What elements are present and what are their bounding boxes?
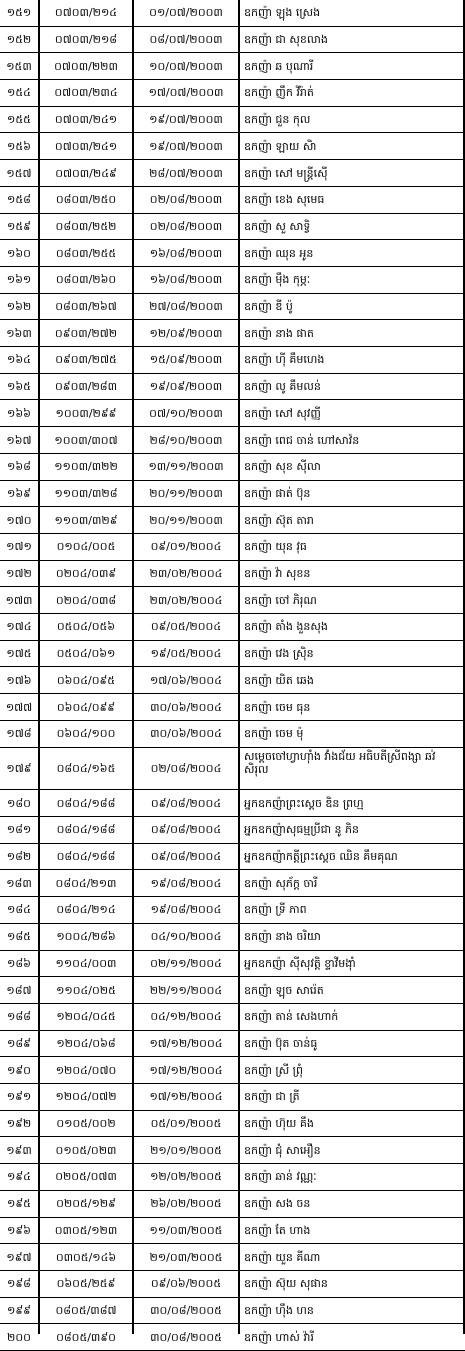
name-cell: ឧកញ៉ា វេង ស្រ៊ិន xyxy=(244,647,314,661)
name-cell: ឧកញ៉ា យុន វុធ xyxy=(244,540,307,554)
row-number: ១៧៧ xyxy=(5,700,33,714)
date-cell: ១៩/០៩/២០០៣ xyxy=(149,380,223,394)
table-row xyxy=(0,401,465,428)
name-cell: អ្នកឧកញ៉ាសុធម្មប្រីជា នូ ភិន xyxy=(244,823,360,837)
row-number: ១៩៨ xyxy=(7,1277,31,1291)
row-number: ១៨៦ xyxy=(7,956,31,970)
name-cell: ឧកញ៉ា តាន់ សេងហាក់ xyxy=(244,1010,339,1024)
table-row xyxy=(0,214,465,241)
date-cell: ១៥/០៩/២០០៣ xyxy=(149,353,223,367)
reference-number: ០២០៤/០៣៩ xyxy=(55,567,117,581)
name-cell: ឧកញ៉ា ឡាយ សិា xyxy=(244,139,317,153)
row-number: ១៩៦ xyxy=(7,1223,31,1237)
table-row xyxy=(0,0,465,27)
name-cell: ឧកញ៉ា ម៉ឹង កុម្ភៈ xyxy=(244,273,311,287)
table-row xyxy=(0,1031,465,1058)
table-row xyxy=(0,1084,465,1111)
row-number: ១៦៦ xyxy=(7,406,31,420)
table-row xyxy=(0,53,465,80)
table-row xyxy=(0,870,465,897)
reference-number: ០៩០៣/២៧៥ xyxy=(55,353,117,367)
row-number: ១៥១ xyxy=(6,6,32,20)
date-cell: ២៣/០២/២០០៤ xyxy=(149,567,223,581)
table-row xyxy=(0,1057,465,1084)
name-cell: អ្នកឧកញ៉ាកត្តីព្រះស្តេច ឈិន គឹមគុណ xyxy=(244,850,398,864)
reference-number: ១១០៣/៣២៨ xyxy=(54,486,118,500)
table-row xyxy=(0,294,465,321)
table-row xyxy=(0,320,465,347)
table-row xyxy=(0,748,465,791)
row-number: ១៥២ xyxy=(6,33,32,47)
row-number: ១៦៤ xyxy=(7,353,31,367)
table-row xyxy=(0,614,465,641)
reference-number: ០១០៤/០០៥ xyxy=(56,540,116,554)
row-number: ១៩០ xyxy=(7,1063,31,1077)
reference-number: ០៥០៤/០៥៦ xyxy=(56,620,116,634)
row-number: ១៥៩ xyxy=(7,219,31,233)
name-cell: ឧកញ៉ា ពេជ ចាន់ ហៅសាវ៉ន xyxy=(244,433,360,447)
row-number: ១៦២ xyxy=(6,300,32,314)
date-cell: ១៧/១២/២០០៤ xyxy=(149,1063,223,1077)
table-row xyxy=(0,1298,465,1325)
reference-number: ០៨០៣/២៦៧ xyxy=(55,300,117,314)
table-row xyxy=(0,924,465,951)
date-cell: ០២/១១/២០០៤ xyxy=(150,956,222,970)
reference-number: ០៧០៣/២៤៩ xyxy=(55,166,117,180)
date-cell: ០៩/០៨/២០០៤ xyxy=(150,823,222,837)
reference-number: ១១០៤/០២៥ xyxy=(56,983,116,997)
reference-number: ០៨០៣/២៥២ xyxy=(55,219,117,233)
name-cell: ឧកញ៉ា ផាត់ ប៊ុន xyxy=(244,486,311,500)
date-cell: ៣០/០៦/២០០៤ xyxy=(150,727,222,741)
table-row xyxy=(0,374,465,401)
column-divider xyxy=(132,0,134,1334)
name-cell: ឧកញ៉ា ចេម ធុន xyxy=(244,700,311,714)
table-row xyxy=(0,1218,465,1245)
name-cell: ឧកញ៉ា តែ ហាង xyxy=(244,1223,311,1237)
table-row xyxy=(0,721,465,748)
reference-number: ០៩០៣/២៧២ xyxy=(54,326,118,340)
date-cell: ១៧/១២/២០០៤ xyxy=(149,1036,223,1050)
reference-number: ០៧០៣/២២៣ xyxy=(54,59,118,73)
row-number: ១៦៨ xyxy=(7,460,31,474)
reference-number: ០៣០៥/១៤៦ xyxy=(55,1250,117,1264)
reference-number: ០២០៤/០៣៨ xyxy=(55,593,117,607)
table-row xyxy=(0,534,465,561)
row-number: ១៧៦ xyxy=(6,673,32,687)
reference-number: ១០០៣/៣០៧ xyxy=(54,433,118,447)
row-number: ១៦១ xyxy=(6,273,32,287)
name-cell: ឧកញ៉ា ឌី ប៉ូ xyxy=(244,300,293,314)
table-row xyxy=(0,790,465,817)
date-cell: ៣០/០៦/២០០៤ xyxy=(150,700,222,714)
reference-number: ១១០៣/៣២២ xyxy=(54,460,118,474)
row-number: ១៦៥ xyxy=(7,380,31,394)
table-row xyxy=(0,454,465,481)
table-row xyxy=(0,817,465,844)
name-cell: ឧកញ៉ា ប៊ុត ចាន់ធូ xyxy=(244,1036,318,1050)
date-cell: ០២/០៨/២០០៣ xyxy=(149,219,223,233)
name-cell: ឧកញ៉ា យិត ឆេង xyxy=(244,673,314,687)
date-cell: ២១/០៣/២០០៥ xyxy=(149,1250,223,1264)
row-number: ១៩២ xyxy=(6,1117,32,1131)
table-row xyxy=(0,1137,465,1164)
date-cell: ១៩/០៥/២០០៤ xyxy=(150,647,222,661)
date-cell: ០៩/០១/២០០៤ xyxy=(150,540,222,554)
table-row xyxy=(0,427,465,454)
name-cell: អ្នកឧកញ៉ា ស៊ីសុវត្តិ ខ្ទាវីមង៉ាំ xyxy=(244,956,356,970)
table-row xyxy=(0,641,465,668)
name-cell: ឧកញ៉ា ជុំ សាអឿន xyxy=(244,1143,321,1157)
row-number: ១៩១ xyxy=(6,1090,32,1104)
row-number: ១៨៩ xyxy=(7,1036,31,1050)
name-cell: ឧកញ៉ា ខេង សុមេធ xyxy=(244,193,325,207)
date-cell: ២៦/០២/២០០៥ xyxy=(150,1197,222,1211)
row-number: ១៧០ xyxy=(6,513,32,527)
reference-number: ០៧០៣/២៤១ xyxy=(54,139,118,153)
date-cell: ១៧/០៧/២០០៣ xyxy=(148,86,224,100)
reference-number: ០៨០៣/២៦០ xyxy=(55,273,117,287)
row-number: ១៩៩ xyxy=(7,1303,31,1317)
name-cell: ឧកញ៉ា សួ សាទ្វិ xyxy=(244,219,311,233)
reference-number: ០៨០៤/២១៣ xyxy=(55,876,117,890)
reference-number: ០៨០៣/២៥០ xyxy=(55,193,117,207)
table-row xyxy=(0,80,465,107)
row-number: ១៨៣ xyxy=(6,876,32,890)
name-cell: ឧកញ៉ា សៅ មន្ត្រីស៊ើ xyxy=(244,166,328,180)
date-cell: ២២/១១/២០០៤ xyxy=(149,983,223,997)
date-cell: ១៧/១២/២០០៤ xyxy=(149,1090,223,1104)
column-divider xyxy=(463,0,465,1334)
reference-number: ០៧០៣/២១៨ xyxy=(54,33,118,47)
table-row xyxy=(0,1324,465,1351)
table-row xyxy=(0,267,465,294)
date-cell: ០៧/១០/២០០៣ xyxy=(149,406,223,420)
table-row xyxy=(0,668,465,695)
date-cell: ១២/០៩/២០០៣ xyxy=(149,326,223,340)
name-cell: អ្នកឧកញ៉ាព្រះស្តេច ឌិន ព្រហ្ម xyxy=(244,796,364,810)
table-row xyxy=(0,1164,465,1191)
name-cell: ឧកញ៉ា ស៊ុត តារា xyxy=(244,513,314,527)
reference-number: ១២០៤/០៤៥ xyxy=(56,1010,116,1024)
row-number: ១៨៥ xyxy=(7,930,31,944)
date-cell: ២០/១១/២០០៣ xyxy=(149,486,223,500)
row-number: ១៦០ xyxy=(7,246,31,260)
row-number: ១៨៧ xyxy=(6,983,32,997)
reference-number: ០២០៥/០៧៣ xyxy=(55,1170,117,1184)
name-cell: ឧកញ៉ា សៅ សុវញ្ញី xyxy=(244,406,321,420)
row-number: ១៦៧ xyxy=(6,433,32,447)
row-number: ១៩៥ xyxy=(7,1197,31,1211)
reference-number: ០៦០៤/០៩៩ xyxy=(56,700,116,714)
name-cell: ឧកញ៉ា ហ៊ី គឹមហេង xyxy=(244,353,325,367)
reference-number: ១២០៤/០៧២ xyxy=(55,1090,117,1104)
name-cell: ឧកញ៉ា ជួន កុល xyxy=(244,113,311,127)
name-cell: ឧកញ៉ា ហ៊ឹង ហន xyxy=(244,1303,314,1317)
table-row xyxy=(0,1191,465,1218)
row-number: ១៩៣ xyxy=(6,1143,32,1157)
date-cell: ១០/០៧/២០០៣ xyxy=(149,59,223,73)
row-number: ១៩៤ xyxy=(7,1170,31,1184)
date-cell: ១១/០៣/២០០៥ xyxy=(149,1223,223,1237)
name-cell: ឧកញ៉ា នាង ចរិយា xyxy=(244,930,321,944)
table-row xyxy=(0,240,465,267)
name-cell: ឧកញ៉ា ឡុង ស្រេង xyxy=(244,6,321,20)
row-number: ១៨២ xyxy=(6,850,32,864)
row-number: ១៥៤ xyxy=(7,86,31,100)
date-cell: ០៩/០៥/២០០៤ xyxy=(150,620,222,634)
date-cell: ១៩/០៨/២០០៤ xyxy=(150,876,222,890)
name-cell: ឧកញ៉ា វ៉ា សុខន xyxy=(244,567,311,581)
reference-number: ០៨០៥/៣៩០ xyxy=(56,1330,116,1344)
date-cell: ០៩/០៦/២០០៥ xyxy=(150,1277,222,1291)
date-cell: ១៩/០៨/២០០៤ xyxy=(150,903,222,917)
date-cell: ៣០/០៨/២០០៥ xyxy=(150,1330,222,1344)
table-row xyxy=(0,897,465,924)
row-number: ១៧៤ xyxy=(6,620,32,634)
row-number: ១៧៥ xyxy=(6,647,32,661)
date-cell: ០២/០៨/២០០៤ xyxy=(150,761,222,775)
reference-number: ១១០៤/០០៣ xyxy=(55,956,117,970)
reference-number: ០៨០៤/១៨៨ xyxy=(56,850,116,864)
name-cell: ឧកញ៉ា ស្រី ព្រុំ xyxy=(244,1063,303,1077)
date-cell: ០១/០៧/២០០៣ xyxy=(149,6,223,20)
date-cell: ០៩/០៨/២០០៤ xyxy=(150,796,222,810)
reference-number: ០៦០៤/១០០ xyxy=(56,727,116,741)
reference-number: ០៦០៤/០៩៥ xyxy=(56,673,116,687)
row-number: ១៧២ xyxy=(6,567,32,581)
reference-number: ០៣០៥/១២៣ xyxy=(54,1223,118,1237)
name-cell: ឧកញ៉ា លូ គឹមលន់ xyxy=(244,380,321,394)
date-cell: ២៣/០២/២០០៤ xyxy=(149,593,223,607)
reference-number: ០៩០៣/២៨៣ xyxy=(55,380,117,394)
date-cell: ២៧/០៨/២០០៣ xyxy=(149,300,223,314)
name-cell: ឧកញ៉ា ឈុន អូន xyxy=(244,246,314,260)
name-cell: ឧកញ៉ា ជា សុខលាង xyxy=(244,33,328,47)
name-cell: ឧកញ៉ា តាំង ងួនសុង xyxy=(244,620,328,634)
table-row xyxy=(0,561,465,588)
row-number: ១៦៣ xyxy=(6,326,32,340)
column-divider xyxy=(238,0,240,1334)
date-cell: ១២/០២/២០០៥ xyxy=(150,1170,222,1184)
row-number: ១៨០ xyxy=(7,796,31,810)
table-row xyxy=(0,587,465,614)
reference-number: ១២០៤/០៦៨ xyxy=(56,1036,116,1050)
row-number: ១៨១ xyxy=(6,823,32,837)
reference-number: ០៥០៤/០៦១ xyxy=(56,647,116,661)
reference-number: ០១០៥/០០២ xyxy=(56,1117,116,1131)
reference-number: ០៨០៤/២១៤ xyxy=(56,903,116,917)
column-divider xyxy=(38,0,40,1334)
date-cell: ២៨/០៧/២០០៣ xyxy=(149,166,223,180)
reference-number: ០២០៥/១២៩ xyxy=(56,1197,116,1211)
row-number: ១៩៧ xyxy=(6,1250,32,1264)
date-cell: ២១/០១/២០០៥ xyxy=(150,1143,222,1157)
row-number: ១៨៤ xyxy=(7,903,31,917)
table-row xyxy=(0,507,465,534)
table-row xyxy=(0,951,465,978)
date-cell: ១៩/០៧/២០០៣ xyxy=(149,113,223,127)
table-row xyxy=(0,347,465,374)
reference-number: ០៨០៤/១៨៨ xyxy=(56,796,116,810)
date-cell: ២០/១១/២០០៣ xyxy=(149,513,223,527)
table-row xyxy=(0,1004,465,1031)
table-row xyxy=(0,977,465,1004)
reference-number: ០៨០៤/១៦៥ xyxy=(56,761,116,775)
reference-number: ០៨០៤/១៨៨ xyxy=(56,823,116,837)
name-cell: ឧកញ៉ា ជា ត្រី xyxy=(244,1090,300,1104)
row-number: ១៥៣ xyxy=(6,59,32,73)
table-row xyxy=(0,1111,465,1138)
reference-number: ០១០៥/០២៣ xyxy=(55,1143,117,1157)
name-cell: ឧកញ៉ា នាង ផាត xyxy=(244,326,314,340)
table-row xyxy=(0,134,465,161)
table-row xyxy=(0,694,465,721)
date-cell: ០៨/០៧/២០០៣ xyxy=(149,33,223,47)
table-row xyxy=(0,160,465,187)
name-cell: ឧកញ៉ា ទ្រី ភាព xyxy=(244,903,307,917)
reference-number: ០៧០៣/២១៤ xyxy=(54,6,118,20)
table-row xyxy=(0,27,465,54)
date-cell: ២៨/១០/២០០៣ xyxy=(149,433,223,447)
table-row xyxy=(0,481,465,508)
date-cell: ១៣/១១/២០០៣ xyxy=(148,460,224,474)
row-number: ១៦៩ xyxy=(7,486,31,500)
reference-number: ០៦០៥/២៥៩ xyxy=(56,1277,116,1291)
date-cell: ០៩/០៨/២០០៤ xyxy=(150,850,222,864)
row-number: ១៧៨ xyxy=(6,727,32,741)
row-number: ១៥៥ xyxy=(7,113,31,127)
name-cell: ឧកញ៉ា យួន គីណា xyxy=(244,1250,321,1264)
table-row xyxy=(0,844,465,871)
name-cell: ឧកញ៉ា ញឹក វីរ៉ាត់ xyxy=(244,86,314,100)
reference-number: ១០០៣/២៩៩ xyxy=(55,406,117,420)
row-number: ១៥៦ xyxy=(7,139,31,153)
table-row xyxy=(0,1271,465,1298)
row-number: ១៧៩ xyxy=(6,761,32,775)
name-cell: ឧកញ៉ា សុខ ស៊ីលា xyxy=(244,460,321,474)
name-cell: ឧកញ៉ា ហ៊ុយ គឹង xyxy=(244,1117,314,1131)
name-cell: ឧកញ៉ា ឆ បុណារី xyxy=(244,59,314,73)
name-cell: ឧកញ៉ា សុភ័ក្ត ចារី xyxy=(244,876,318,890)
date-cell: ០៥/០១/២០០៥ xyxy=(150,1117,222,1131)
table-row xyxy=(0,107,465,134)
date-cell: ១៧/០៦/២០០៤ xyxy=(149,673,223,687)
date-cell: ១៦/០៨/២០០៣ xyxy=(149,246,223,260)
name-cell: ឧកញ៉ា ឡុច សារ៉េត xyxy=(244,983,324,997)
table-row xyxy=(0,1244,465,1271)
reference-number: ០៨០៣/២៥៥ xyxy=(55,246,117,260)
name-cell: ឧកញ៉ា សង ចន xyxy=(244,1197,311,1211)
name-cell: ឧកញ៉ា ស៊ុយ សុផាន xyxy=(244,1277,328,1291)
reference-number: ១២០៤/០៧០ xyxy=(55,1063,117,1077)
name-cell: ឧកញ៉ា ចៅ ភិរុណ xyxy=(244,593,317,607)
name-cell: សម្តេចចៅហ្វាហ៊ាំង វាំងជ័យ អធិបតីស្រីពង្សា ឆវ់ សិរុល xyxy=(244,749,436,776)
row-number: ១៨៨ xyxy=(7,1010,31,1024)
name-cell: ឧកញ៉ា ចេម ម៉ុ xyxy=(244,727,304,741)
reference-number: ០៨០៥/៣៨៧ xyxy=(55,1303,117,1317)
row-number: ១៥៨ xyxy=(7,193,31,207)
reference-number: ០៧០៣/២៣៤ xyxy=(54,86,118,100)
reference-number: ១១០៣/៣២៩ xyxy=(54,513,118,527)
row-number: ២០០ xyxy=(7,1330,31,1344)
date-cell: ០៤/១២/២០០៤ xyxy=(150,1010,222,1024)
date-cell: ០៤/១០/២០០៤ xyxy=(150,930,222,944)
date-cell: ១៦/០៨/២០០៣ xyxy=(149,273,223,287)
date-cell: ០២/០៨/២០០៣ xyxy=(149,193,223,207)
reference-number: ១០០៤/២៨៦ xyxy=(56,930,116,944)
reference-number: ០៧០៣/២៤១ xyxy=(54,113,118,127)
name-cell: ឧកញ៉ា ឆាន់ វណ្ណៈ xyxy=(244,1170,317,1184)
row-number: ១៥៧ xyxy=(6,166,32,180)
row-number: ១៧៣ xyxy=(5,593,33,607)
date-cell: ១៩/០៧/២០០៣ xyxy=(149,139,223,153)
table-row xyxy=(0,187,465,214)
name-cell: ឧកញ៉ា ហាស់ វ៉ារី xyxy=(244,1330,314,1344)
date-cell: ៣០/០៨/២០០៥ xyxy=(150,1303,222,1317)
row-number: ១៧១ xyxy=(6,540,32,554)
